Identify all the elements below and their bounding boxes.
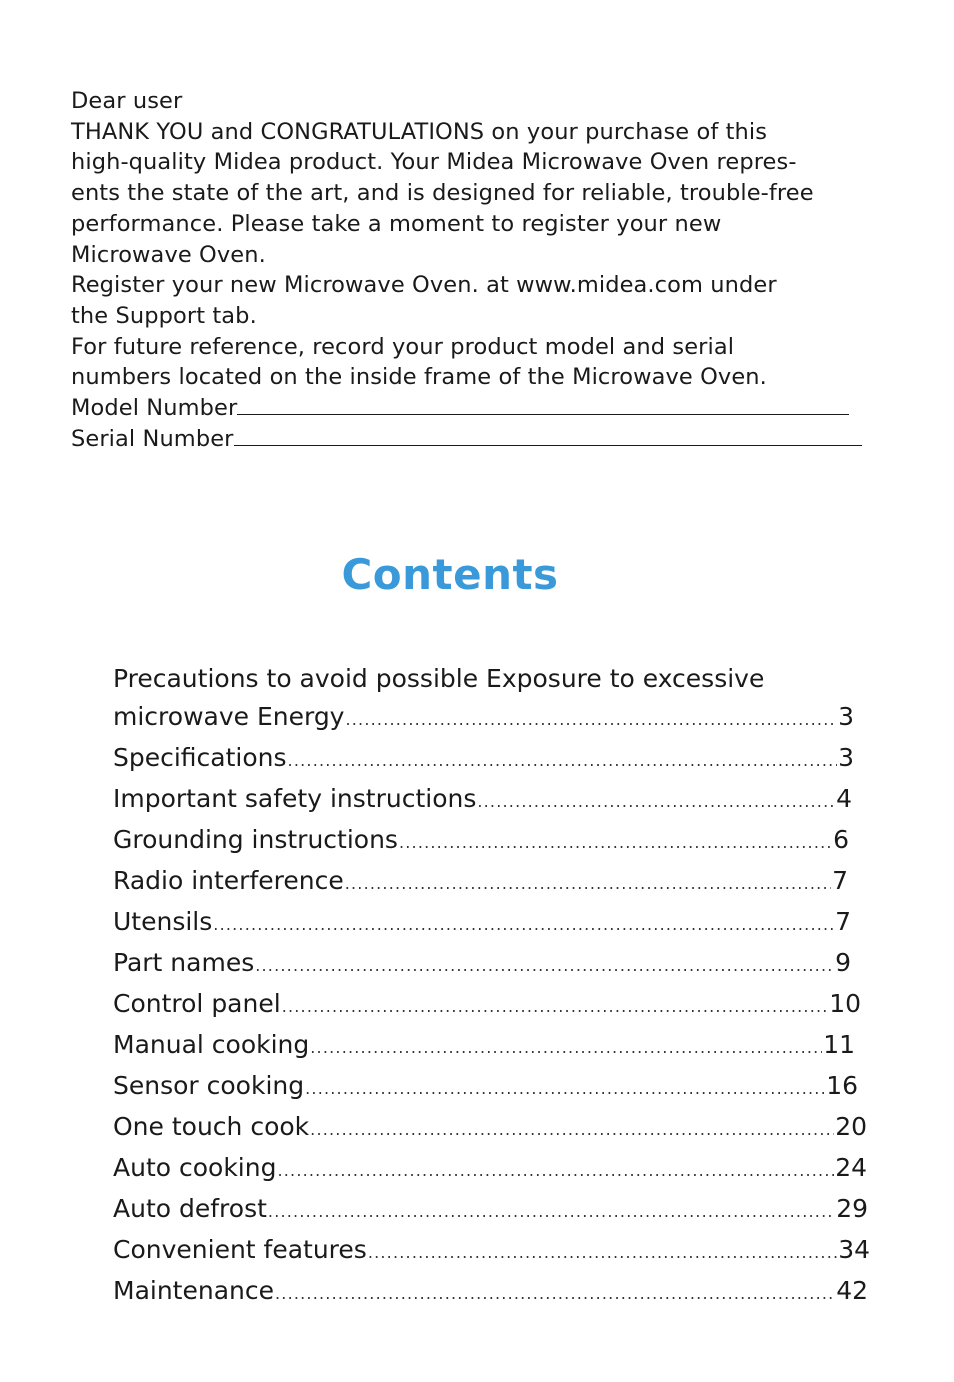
toc-entry-heading: Precautions to avoid possible Exposure to excessive [113, 664, 765, 693]
serial-number-blank[interactable] [234, 427, 862, 446]
toc-entry-label: Auto cooking [113, 1153, 277, 1182]
greeting: Dear user [71, 88, 183, 114]
toc-entry[interactable] [113, 780, 852, 821]
intro-line: ents the state of the art, and is designed for reliable, trouble-free [71, 180, 814, 207]
contents-title: Contents [341, 550, 559, 599]
toc-dot-leader [310, 1029, 822, 1067]
toc-entry-label: microwave Energy [113, 702, 345, 731]
toc-entry-label: Manual cooking [113, 1030, 310, 1059]
toc-entry-label: Auto defrost [113, 1194, 267, 1223]
toc-dot-leader [275, 1275, 835, 1313]
toc-dot-leader [268, 1193, 835, 1231]
toc-entry[interactable] [113, 903, 851, 944]
toc-dot-leader [345, 865, 831, 903]
toc-entry-page: 24 [835, 1153, 867, 1182]
toc-entry-page: 7 [832, 866, 848, 895]
toc-entry-label: Utensils [113, 907, 213, 936]
toc-entry-page: 10 [829, 989, 861, 1018]
toc-entry-page: 34 [838, 1235, 870, 1264]
toc-entry-page: 20 [835, 1112, 867, 1141]
toc-entry[interactable] [113, 1272, 868, 1313]
toc-entry[interactable] [113, 1108, 867, 1149]
toc-entry-page: 16 [826, 1071, 858, 1100]
model-number-field[interactable] [71, 393, 901, 424]
intro-line: performance. Please take a moment to register your new [71, 210, 722, 237]
serial-number-field[interactable] [71, 424, 901, 455]
toc-dot-leader [277, 1152, 834, 1190]
toc-dot-leader [305, 1070, 825, 1108]
toc-entry-page: 11 [823, 1030, 855, 1059]
toc-entry[interactable] [113, 698, 854, 739]
toc-entry-page: 4 [836, 784, 852, 813]
toc-dot-leader [255, 947, 834, 985]
toc-dot-leader [213, 906, 834, 944]
toc-dot-leader [477, 783, 835, 821]
toc-entry[interactable] [113, 1231, 870, 1272]
toc-entry[interactable] [113, 1067, 858, 1108]
toc-entry-page: 29 [836, 1194, 868, 1223]
toc-entry-label: Grounding instructions [113, 825, 398, 854]
serial-number-label: Serial Number [71, 425, 234, 452]
model-number-label: Model Number [71, 395, 238, 422]
toc-dot-leader [282, 988, 829, 1026]
toc-entry[interactable] [113, 985, 861, 1026]
toc-entry-page: 7 [835, 907, 851, 936]
toc-entry-label: Maintenance [113, 1276, 274, 1305]
toc-entry-label: Sensor cooking [113, 1071, 305, 1100]
toc-entry-label: Important safety instructions [113, 784, 477, 813]
toc-entry-page: 3 [838, 743, 854, 772]
toc-entry[interactable] [113, 821, 849, 862]
intro-line: Register your new Microwave Oven. at www.midea.com under [71, 272, 777, 299]
intro-line: high-quality Midea product. Your Midea Microwave Oven repres- [71, 149, 797, 176]
toc-dot-leader [368, 1234, 837, 1272]
table-of-contents [113, 660, 873, 1313]
toc-entry-label: Part names [113, 948, 255, 977]
toc-entry-label: Radio interference [113, 866, 344, 895]
toc-entry[interactable] [113, 1190, 868, 1231]
intro-line: the Support tab. [71, 302, 257, 329]
model-number-blank[interactable] [237, 396, 849, 415]
toc-entries [113, 698, 873, 1313]
toc-entry-label: Convenient features [113, 1235, 367, 1264]
toc-entry-page: 9 [835, 948, 851, 977]
intro-letter [71, 86, 901, 454]
intro-line: Microwave Oven. [71, 241, 266, 268]
intro-line: THANK YOU and CONGRATULATIONS on your purchase of this [71, 118, 768, 145]
toc-entry-page: 6 [833, 825, 849, 854]
intro-line: For future reference, record your product model and serial [71, 333, 735, 360]
toc-entry-page: 3 [838, 702, 854, 731]
intro-line: numbers located on the inside frame of the Microwave Oven. [71, 364, 767, 391]
toc-dot-leader [288, 742, 838, 780]
toc-entry-label: One touch cook [113, 1112, 310, 1141]
toc-entry-label: Specifications [113, 743, 287, 772]
toc-entry[interactable] [113, 862, 848, 903]
toc-entry-page: 42 [836, 1276, 868, 1305]
toc-dot-leader [345, 701, 837, 739]
toc-dot-leader [310, 1111, 834, 1149]
toc-entry[interactable] [113, 739, 854, 780]
toc-entry[interactable] [113, 1026, 855, 1067]
toc-entry[interactable] [113, 1149, 867, 1190]
toc-entry-label: Control panel [113, 989, 281, 1018]
toc-dot-leader [399, 824, 832, 862]
toc-entry[interactable] [113, 944, 851, 985]
